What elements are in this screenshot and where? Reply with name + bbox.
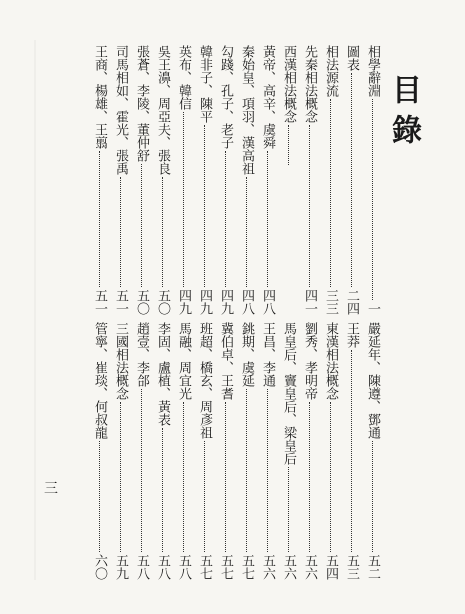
toc-entry [278,322,299,580]
toc-page-number: 五六 [260,554,275,580]
toc-page-number: 三三 [323,289,338,315]
toc-entry [110,322,131,580]
toc-entry-text: 東漢相法概念 [323,322,338,400]
page-title: 目錄 [386,74,421,154]
toc-entry-text: 勾踐、孔子、老子 [218,45,233,149]
toc-entry [194,322,215,580]
toc-page-number: 六〇 [92,554,107,580]
toc-entry [362,45,383,315]
toc-page-number: 四一 [302,289,317,315]
toc-entry [89,45,110,315]
dot-leader [162,428,163,552]
toc-entry-text: 英布、韓信 [176,45,191,110]
toc-entry [236,45,257,315]
toc-page-number: 四八 [260,289,275,315]
toc-entry-text: 秦始皇、項羽、漢高祖 [239,45,254,175]
page-shadow [34,40,36,580]
toc-page-number: 五八 [176,554,191,580]
toc-entry [131,45,152,315]
toc-entry-text: 三國相法概念 [113,322,128,400]
toc-section-bottom [89,322,383,580]
toc-entry [215,322,236,580]
toc-entry [278,45,299,315]
toc-entry [362,322,383,580]
dot-leader [99,151,100,287]
toc-entry [299,322,320,580]
dot-leader [162,177,163,287]
toc-entry-text: 黃帝、高辛、虞舜 [260,45,275,149]
toc-page-number: 五〇 [155,289,170,315]
toc-entry-text: 司馬相如、霍光、張禹 [113,45,128,175]
toc-page-number: 五七 [218,554,233,580]
dot-leader [267,389,268,552]
page-folio-number: 三 [44,481,58,497]
toc-entry-text: 王昌、李通 [260,322,275,387]
toc-entry [215,45,236,315]
toc-page-number: 二四 [344,289,359,315]
toc-entry-text: 圖表 [344,45,359,71]
toc-entry-text: 銚期、虞延 [239,322,254,387]
toc-entry-text: 馬皇后、竇皇后、梁皇后 [281,322,296,465]
toc-page-number: 五〇 [134,289,149,315]
dot-leader [351,73,352,287]
toc-page-number: 一 [365,302,380,315]
toc-entry [110,45,131,315]
dot-leader [204,125,205,287]
toc-page-number: 四九 [218,289,233,315]
toc-page-number: 五一 [113,289,128,315]
dot-leader [330,402,331,552]
toc-entry [341,45,362,315]
dot-leader [309,125,310,287]
toc-entry-text: 先秦相法概念 [302,45,317,123]
toc-page-number: 四九 [176,289,191,315]
dot-leader [246,389,247,552]
toc-page-number: 五八 [134,554,149,580]
dot-leader [120,402,121,552]
dot-leader [330,99,331,287]
toc-page-number: 四九 [197,289,212,315]
toc-entry-text: 王莽 [344,322,359,348]
dot-leader [183,402,184,552]
toc-page-number: 五六 [302,554,317,580]
toc-page-number: 五七 [239,554,254,580]
toc-entry-text: 相學辭淵 [365,45,380,97]
toc-entry [173,322,194,580]
toc-page-number: 五八 [155,554,170,580]
toc-section-top [89,45,383,315]
toc-page-number: 四八 [239,289,254,315]
dot-leader [225,402,226,552]
toc-page-number: 五七 [197,554,212,580]
toc-entry [320,322,341,580]
toc-page-number: 五二 [365,554,380,580]
toc-entry-text: 相法源流 [323,45,338,97]
toc-entry-text: 劉秀、孝明帝 [302,322,317,400]
dot-leader [225,151,226,287]
toc-entry-text: 馬融、周宜光 [176,322,191,400]
toc-entry [236,322,257,580]
toc-entry-text: 管寧、崔琰、何叔龍 [92,322,107,439]
toc-entry-text: 王商、楊雄、王翦 [92,45,107,149]
toc-page-number: 五四 [323,554,338,580]
toc-entry [89,322,110,580]
dot-leader [204,441,205,552]
toc-entry [257,45,278,315]
dot-leader [309,402,310,552]
dot-leader [372,99,373,300]
dot-leader [288,125,289,165]
dot-leader [183,112,184,287]
toc-entry-text: 韓非子、陳平 [197,45,212,123]
dot-leader [351,350,352,552]
toc-entry-text: 西漢相法概念 [281,45,296,123]
dot-leader [288,467,289,552]
dot-leader [141,164,142,287]
toc-entry [173,45,194,315]
toc-entry [257,322,278,580]
toc-entry [320,45,341,315]
toc-page-number: 五一 [92,289,107,315]
toc-entry [152,322,173,580]
toc-entry-text: 班超、橋玄、周彥祖 [197,322,212,439]
dot-leader [246,177,247,287]
toc-page-number: 五六 [281,554,296,580]
toc-entry-text: 張蒼、李陵、董仲舒 [134,45,149,162]
toc-entry [131,322,152,580]
toc-entry-text: 冀伯卓、王耆 [218,322,233,400]
toc-entry [299,45,320,315]
toc-entry [194,45,215,315]
dot-leader [141,389,142,552]
toc-entry [152,45,173,315]
toc-page-number: 五三 [344,554,359,580]
toc-entry-text: 吳王濞、周亞夫、張良 [155,45,170,175]
toc-page-number: 五九 [113,554,128,580]
dot-leader [372,441,373,552]
toc-entry-text: 趙壹、李郃 [134,322,149,387]
toc-entry-text: 嚴延年、陳遵、鄧通 [365,322,380,439]
toc-entry-text: 李固、盧植、黃表 [155,322,170,426]
dot-leader [267,151,268,287]
dot-leader [120,177,121,287]
toc-entry [341,322,362,580]
dot-leader [99,441,100,552]
